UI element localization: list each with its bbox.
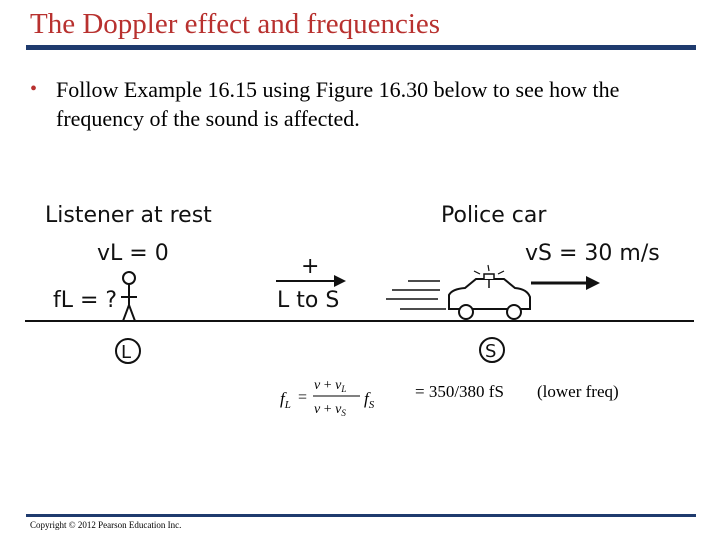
listener-freq: fL = ?: [53, 288, 118, 313]
bullet-text: Follow Example 16.15 using Figure 16.30 below to see how the frequency of the sound is affected.: [56, 77, 620, 131]
doppler-figure: [0, 185, 720, 375]
source-velocity-arrow: [531, 276, 600, 290]
listener-marker: [116, 339, 140, 363]
copyright-text: Copyright © 2012 Pearson Education Inc.: [30, 520, 182, 530]
direction-label: L to S: [277, 288, 340, 313]
svg-text:=: =: [298, 389, 308, 406]
source-marker-label: S: [485, 341, 497, 362]
svg-text:v + vL: $v + v_L$: [314, 378, 347, 394]
listener-icon: [121, 272, 137, 321]
bullet-icon: •: [30, 78, 38, 100]
footer-divider: [26, 514, 696, 517]
svg-text:v + vS: $v + v_S$: [314, 402, 346, 418]
svg-text:fL: $f_L$: [280, 389, 291, 411]
frequency-note: (lower freq): [537, 382, 619, 401]
listener-speed: vL = 0: [97, 241, 169, 266]
motion-lines: [386, 281, 446, 309]
title-divider: [26, 45, 696, 50]
doppler-formula: [280, 372, 400, 428]
car-heading: Police car: [441, 203, 547, 228]
listener-marker-label: L: [121, 342, 132, 363]
bullet-point: [30, 75, 670, 133]
svg-text:fS: $f_S$: [364, 389, 375, 411]
slide-title: The Doppler effect and frequencies: [30, 8, 441, 40]
positive-sign: +: [301, 254, 320, 279]
police-car-icon: [449, 265, 530, 319]
listener-heading: Listener at rest: [45, 203, 212, 228]
equation-result: = 350/380 fS: [415, 382, 504, 401]
source-marker: [480, 338, 504, 362]
source-speed: vS = 30 m/s: [525, 241, 660, 266]
